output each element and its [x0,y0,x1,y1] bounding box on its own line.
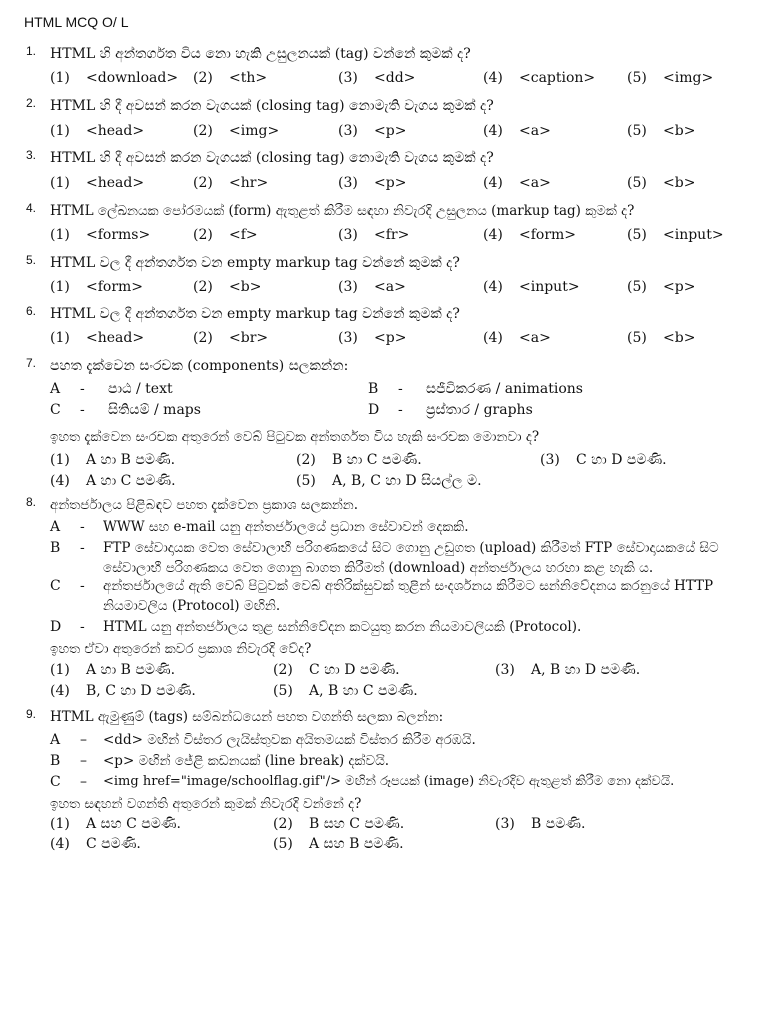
question-8-prompt: ඉහත ඒවා අතුරෙන් කවර ප්‍රකාශ නිවැරදි වේද? [50,641,312,657]
component-a: A - පාඨ / text [50,381,173,397]
question-4-options [0,225,768,245]
question-1-options [0,68,768,88]
option-1[interactable]: (1) <form> [50,279,144,295]
option-3[interactable]: (3) <p> [338,123,407,139]
option-4[interactable]: (4) <a> [483,330,551,346]
option-4[interactable]: (4) A හා C පමණි. [50,473,176,489]
option-1[interactable]: (1) <head> [50,175,145,191]
option-3[interactable]: (3) <a> [338,279,406,295]
question-text: HTML ලේඛනයක පෝරමයක් (form) ඇතුළත් කිරීම සඳහා නිවැරදි උසුලනය (markup tag) කුමක් ද? [50,203,635,219]
page-title: HTML MCQ O/ L [24,14,129,30]
option-2[interactable]: (2) B හා C පමණි. [296,452,422,468]
option-3[interactable]: (3) <dd> [338,70,416,86]
question-number: 7. [26,356,37,370]
question-text: HTML වල දී අන්තර්ගත වන empty markup tag වන්නේ කුමක් ද? [50,255,460,271]
option-4[interactable]: (4) <a> [483,175,551,191]
option-4[interactable]: (4) <a> [483,123,551,139]
question-number: 2. [26,96,37,110]
question-2-options [0,121,768,141]
question-text: පහත දැක්වෙන සංරචක (components) සලකන්න: [50,358,349,374]
option-5[interactable]: (5) A, B හා C පමණි. [273,683,418,699]
option-1[interactable]: (1) <head> [50,123,145,139]
component-b: B - සජීවිකරණ / animations [368,381,583,397]
question-number: 4. [26,201,37,215]
option-4[interactable]: (4) C පමණි. [50,836,141,852]
option-4[interactable]: (4) <caption> [483,70,596,86]
option-2[interactable]: (2) <img> [193,123,280,139]
question-9-prompt: ඉහත සඳහන් වගන්ති අතුරෙන් කුමක් නිවැරදි වන්නේ ද? [50,796,362,812]
question-number: 9. [26,707,37,721]
question-number: 6. [26,304,37,318]
option-2[interactable]: (2) B සහ C පමණි. [273,816,405,832]
question-number: 3. [26,148,37,162]
option-5[interactable]: (5) <input> [627,227,724,243]
question-text: HTML හි දී අවසන් කරන වැගයක් (closing tag) නොමැති වැගය කුමක් ද? [50,150,494,166]
question-3-options [0,173,768,193]
component-c: C - සිතියම් / maps [50,402,201,418]
option-2[interactable]: (2) <th> [193,70,268,86]
option-2[interactable]: (2) <br> [193,330,269,346]
question-number: 5. [26,253,37,267]
question-number: 1. [26,44,37,58]
option-5[interactable]: (5) A සහ B පමණි. [273,836,404,852]
option-5[interactable]: (5) <b> [627,175,696,191]
option-3[interactable]: (3) C හා D පමණි. [540,452,667,468]
option-1[interactable]: (1) <forms> [50,227,151,243]
question-text: HTML හි දී අවසන් කරන වැගයක් (closing tag) නොමැති වැගය කුමක් ද? [50,98,494,114]
option-3[interactable]: (3) <p> [338,175,407,191]
option-5[interactable]: (5) <img> [627,70,714,86]
component-d: D - ප්‍රස්තාර / graphs [368,402,533,418]
option-5[interactable]: (5) <b> [627,330,696,346]
question-text: HTML ඇමුණුම් (tags) සම්බන්ධයෙන් පහත වගන්ති සලකා බලන්න: [50,709,444,725]
option-1[interactable]: (1) A හා B පමණි. [50,662,176,678]
option-2[interactable]: (2) <f> [193,227,258,243]
option-4[interactable]: (4) B, C හා D පමණි. [50,683,196,699]
option-4[interactable]: (4) <input> [483,279,580,295]
option-5[interactable]: (5) A, B, C හා D සියල්ල ම. [296,473,482,489]
question-text: අන්තර්ජාලය පිළිබඳව පහත දැක්වෙන ප්‍රකාශ සලකන්න. [50,497,359,513]
option-2[interactable]: (2) <b> [193,279,262,295]
option-1[interactable]: (1) A සහ C පමණි. [50,816,181,832]
question-6-options [0,328,768,348]
option-5[interactable]: (5) <b> [627,123,696,139]
question-text: HTML වල දී අන්තර්ගත වන empty markup tag වන්නේ කුමක් ද? [50,306,460,322]
option-1[interactable]: (1) <head> [50,330,145,346]
question-number: 8. [26,495,37,509]
option-2[interactable]: (2) C හා D පමණි. [273,662,400,678]
option-3[interactable]: (3) <p> [338,330,407,346]
option-2[interactable]: (2) <hr> [193,175,269,191]
question-5-options [0,277,768,297]
option-5[interactable]: (5) <p> [627,279,696,295]
option-3[interactable]: (3) B පමණි. [495,816,586,832]
question-text: HTML හි අන්තර්ගත විය නො හැකි උසුලනයක් (tag) වන්නේ කුමක් ද? [50,46,471,62]
option-3[interactable]: (3) <fr> [338,227,410,243]
option-4[interactable]: (4) <form> [483,227,577,243]
option-1[interactable]: (1) A හා B පමණි. [50,452,176,468]
option-1[interactable]: (1) <download> [50,70,179,86]
option-3[interactable]: (3) A, B හා D පමණි. [495,662,641,678]
question-7-prompt: ඉහත දැක්වෙන සංරචක අතුරෙන් වෙබ් පිටුවක අන්තර්ගත විය හැකි සංරචක මොනවා ද? [50,429,540,445]
